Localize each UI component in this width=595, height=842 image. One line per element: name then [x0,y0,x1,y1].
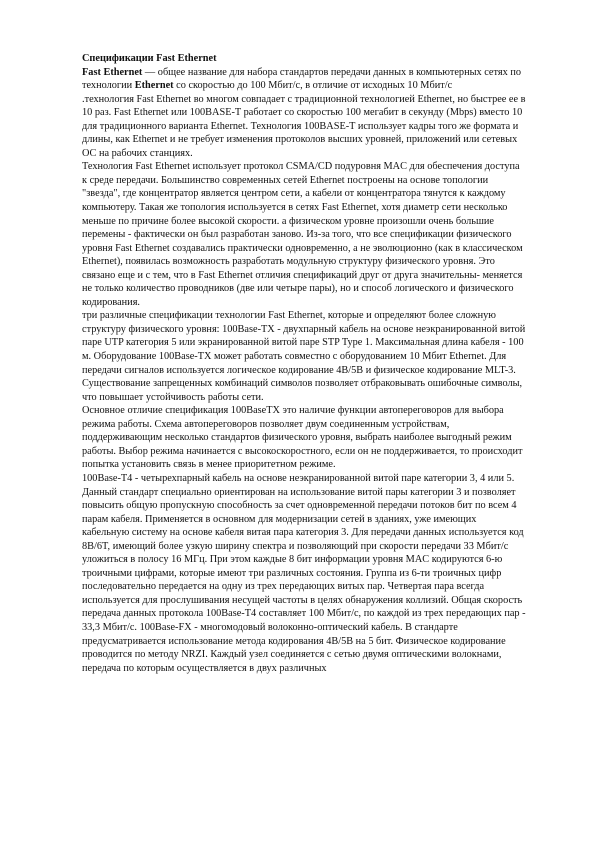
document-title: Спецификации Fast Ethernet [82,53,217,64]
paragraph-1: .технология Fast Ethernet во многом совпадает с традиционной технологией Ethernet, но быстрее ее в 10 раз. Fast Ethernet или 100BASE-T работает со скоростью 100 мегабит в секунду (Mbps) вместо 10 для традиционного варианта Ethernet. Технология 100BASE-T использует кадры того же формата и длины, как Ethernet и не требует изменения протоколов высших уровней, приложений или сетевых ОС на рабочих станциях. [82,93,526,159]
intro-term-2: Ethernet [134,80,174,92]
intro-text-1: — общее название для набора стандартов передачи данных в компьютерных сетях по технологии [82,66,521,92]
document-page [82,52,526,675]
intro-paragraph [82,66,526,93]
intro-text-2: со скоростью до 100 Мбит/с, в отличие от исходных 10 Мбит/с [173,80,453,92]
intro-term: Fast Ethernet [82,66,143,78]
paragraph-5: 100Base-T4 - четырехпарный кабель на основе неэкранированной витой паре категории 3, 4 или 5. Данный стандарт специально ориентирован на использование витой пары категории 3 и позволяет повысить общую пропускную способность за счет одновременной передачи потоков бит по всем 4 парам кабеля. Применяется в основном для модернизации сетей в зданиях, уже имеющих кабельную систему на основе кабеля витая пара категория 3. Для передачи данных используется код 8B/6T, имеющий более узкую ширину спектра и позволяющий при скорости передачи 33 Мбит/с уложиться в полосу 16 МГц. При этом каждые 8 бит информации уровня MAC кодируются 6-ю троичными цифрами, которые имеют три различных состояния. Группа из 6-ти троичных цифр последовательно передается на одну из трех передающих витых пар. Четвертая пара всегда используется для прослушивания несущей частоты в целях обнаружения коллизий. Общая скорость передача данных протокола 100Base-T4 составляет 100 Мбит/с, по каждой из трех передающих пар - 33,3 Мбит/с. 100Base-FX - многомодовый волоконно-оптический кабель. В стандарте предусматривается использование метода кодирования 4B/5B на 5 бит. Физическое кодирование проводится по методу NRZI. Каждый узел соединяется с сетью двумя оптическими волокнами, передача по которым осуществляется в двух различных [82,472,526,674]
paragraph-2: Технология Fast Ethernet использует протокол CSMA/CD подуровня MAC для обеспечения доступа к среде передачи. Большинство современных сетей Ethernet построены на основе топологии "звезда", где концентратор является центром сети, а кабели от концентратора тянутся к каждому компьютеру. Такая же топология используется в сетях Fast Ethernet, хотя диаметр сети несколько меньше по причине более высокой скорости. а физическом уровне произошли очень большие перемены - фактически он был разработан заново. Из-за того, что все спецификации физического уровня Fast Ethernet создавались практически одновременно, а не эволюционно (как в классическом Ethernet), появилась возможность разработать модульную структуру физического уровня. Это связано еще и с тем, что в Fast Ethernet отличия спецификаций друг от друга значительны- меняется не только количество проводников (две или четыре пары), но и способ логического и физического кодирования. [82,161,523,308]
paragraph-3: три различные спецификации технологии Fast Ethernet, которые и определяют более сложную структуру физического уровня: 100Base-TX - двухпарный кабель на основе неэкранированной витой паре UTP категория 5 или экранированной витой паре STP Type 1. Максимальная длина кабеля - 100 м. Оборудование 100Base-TX может работать совместно с оборудованием 10 Мбит Ethernet. Для передачи сигналов используется логическое кодирование 4B/5B и физическое кодирование MLT-3. Существование запрещенных комбинаций символов позволяет отбраковывать ошибочные символы, что повышает устойчивость работы сети. [82,310,526,403]
paragraph-4: Основное отличие спецификация 100BaseTX это наличие функции автопереговоров для выбора режима работы. Схема автопереговоров позволяет двум соединенным устройствам, поддерживающим несколько стандартов физического уровня, выбрать наиболее выгодный режим работы. Выбор режима начинается с высокоскоростного, если он не поддерживается, то происходит попытка установить связь в менее приоритетном режиме. [82,405,523,471]
